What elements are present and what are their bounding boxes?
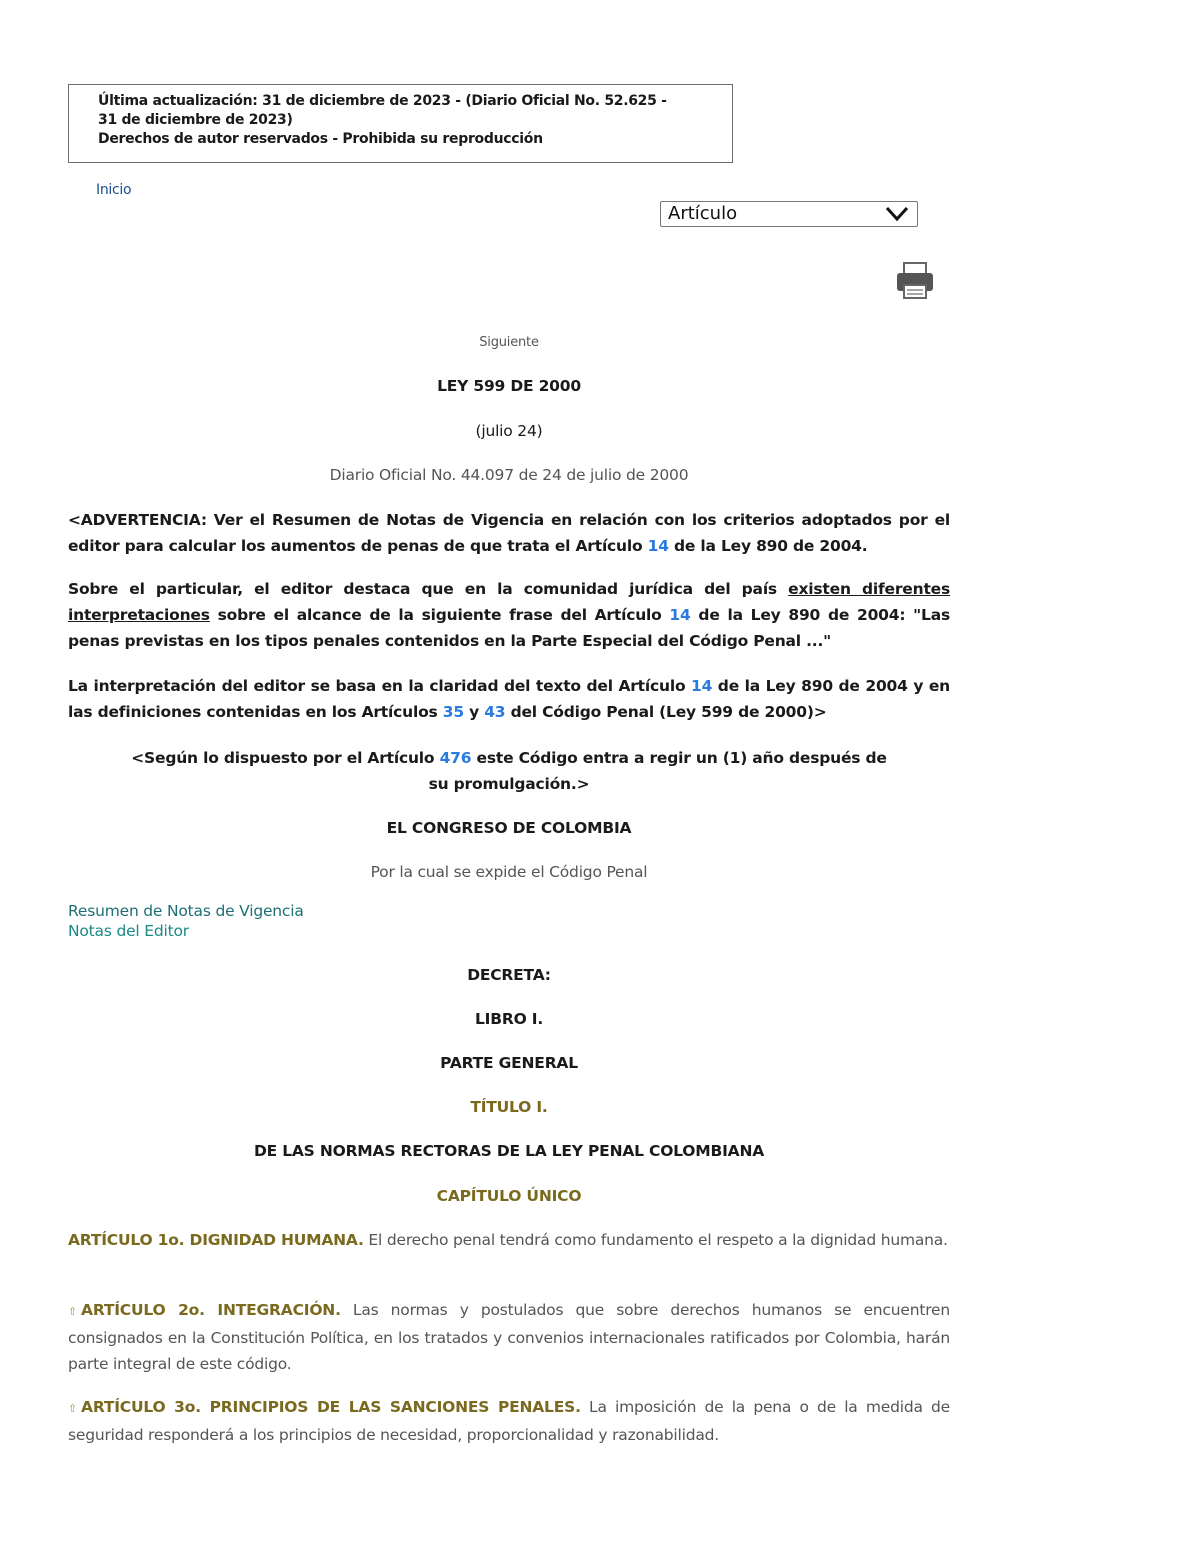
decreta-heading: DECRETA: — [467, 966, 551, 984]
articulo-heading: ARTÍCULO 1o. DIGNIDAD HUMANA. — [68, 1231, 364, 1249]
advertencia-paragraph-2: Sobre el particular, el editor destaca que en la comunidad jurídica del país existen diferentes interpretaciones sobre el alcance de la siguiente frase del Artículo 14 de la Ley 890 de 2004: "Las penas previstas en los tipos penales contenidos en la Parte Especial del Código Penal ..." — [68, 580, 950, 650]
titulo-name: DE LAS NORMAS RECTORAS DE LA LEY PENAL COLOMBIANA — [253, 1142, 765, 1160]
notas-links — [68, 901, 950, 941]
articulo-heading: ARTÍCULO 3o. PRINCIPIOS DE LAS SANCIONES PENALES. — [81, 1398, 581, 1416]
articulo-35-link[interactable]: 35 — [442, 703, 464, 721]
up-arrow-icon[interactable]: ⇧ — [68, 1305, 78, 1318]
articulo-14-link[interactable]: 14 — [647, 537, 669, 555]
capitulo-heading: CAPÍTULO ÚNICO — [436, 1187, 582, 1205]
siguiente-link[interactable]: Siguiente — [479, 335, 539, 350]
articulo-3: ⇧ ARTÍCULO 3o. PRINCIPIOS DE LAS SANCIONES PENALES. La imposición de la pena o de la medida de seguridad responderá a los principios de necesidad, proporcionalidad y razonabilidad. — [68, 1398, 950, 1444]
article-select[interactable] — [660, 201, 918, 227]
diario-oficial: Diario Oficial No. 44.097 de 24 de julio de 2000 — [329, 466, 689, 484]
up-arrow-icon[interactable]: ⇧ — [68, 1402, 78, 1415]
notas-del-editor-link[interactable]: Notas del Editor — [68, 922, 189, 940]
law-date: (julio 24) — [475, 422, 543, 440]
articulo-14-link[interactable]: 14 — [691, 677, 713, 695]
update-line-2: 31 de diciembre de 2023) — [98, 112, 293, 128]
article-select-value: Artículo — [668, 203, 738, 224]
advertencia-paragraph-1: <ADVERTENCIA: Ver el Resumen de Notas de Vigencia en relación con los criterios adoptados por el editor para calcular los aumentos de penas de que trata el Artículo 14 de la Ley 890 de 2004. — [68, 511, 950, 555]
articulo-1: ARTÍCULO 1o. DIGNIDAD HUMANA. El derecho penal tendrá como fundamento el respeto a la dignidad humana. — [68, 1231, 948, 1249]
libro-heading: LIBRO I. — [474, 1010, 544, 1028]
printer-icon[interactable] — [895, 261, 935, 305]
update-notice-box — [68, 84, 733, 163]
articulo-43-link[interactable]: 43 — [484, 703, 506, 721]
inicio-link[interactable]: Inicio — [96, 182, 132, 198]
articulo-2: ⇧ ARTÍCULO 2o. INTEGRACIÓN. Las normas y postulados que sobre derechos humanos se encuentren consignados en la Constitución Política, en los tratados y convenios internacionales ratificados por Colombia, harán parte integral de este código. — [68, 1301, 950, 1373]
articulo-14-link[interactable]: 14 — [669, 606, 691, 624]
law-title: LEY 599 DE 2000 — [437, 377, 581, 395]
articulo-heading: ARTÍCULO 2o. INTEGRACIÓN. — [81, 1301, 341, 1319]
update-line-1: Última actualización: 31 de diciembre de 2023 - (Diario Oficial No. 52.625 - — [98, 93, 667, 109]
resumen-notas-vigencia-link[interactable]: Resumen de Notas de Vigencia — [68, 902, 304, 920]
vigencia-note: <Según lo dispuesto por el Artículo 476 este Código entra a regir un (1) año después de su promulgación.> — [131, 749, 887, 793]
advertencia-paragraph-3: La interpretación del editor se basa en la claridad del texto del Artículo 14 de la Ley 890 de 2004 y en las definiciones contenidas en los Artículos 35 y 43 del Código Penal (Ley 599 de 2000)> — [68, 677, 950, 721]
articulo-476-link[interactable]: 476 — [439, 749, 472, 767]
parte-heading: PARTE GENERAL — [440, 1054, 578, 1072]
titulo-heading: TÍTULO I. — [470, 1098, 548, 1116]
chevron-down-icon — [885, 205, 909, 230]
copyright-line: Derechos de autor reservados - Prohibida su reproducción — [98, 131, 543, 147]
congreso-heading: EL CONGRESO DE COLOMBIA — [386, 819, 632, 837]
law-object: Por la cual se expide el Código Penal — [370, 863, 648, 881]
